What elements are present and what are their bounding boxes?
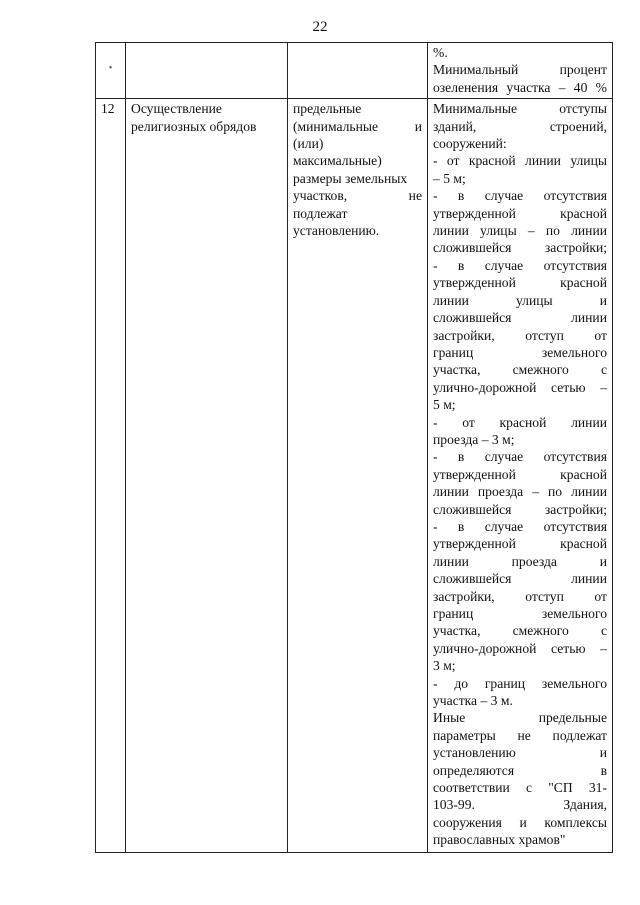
text-line: сложившейся застройки; xyxy=(433,240,607,256)
text-line: - от красной линии улицы xyxy=(433,153,607,169)
text-line: - в случае отсутствия xyxy=(433,257,607,273)
text-line: застройки, отступ от xyxy=(433,327,607,343)
text-line: (минимальные и xyxy=(293,118,422,134)
text-line: улично-дорожной сетью – xyxy=(433,640,607,656)
text-line: - в случае отсутствия xyxy=(433,188,607,204)
text-line: - от красной линии xyxy=(433,414,607,430)
scan-mark: • xyxy=(108,63,113,74)
text-line: соответствии с "СП 31- xyxy=(433,780,607,796)
text-line: линии улицы и xyxy=(433,292,607,308)
text-line: сложившейся линии xyxy=(433,310,607,326)
text-line: (или) xyxy=(293,136,324,152)
text-line: - в случае отсутствия xyxy=(433,449,607,465)
use-name-cell xyxy=(126,99,288,852)
row-number: 12 xyxy=(101,101,115,117)
text-line: участка – 3 м. xyxy=(433,693,513,709)
text-line: участка, смежного с xyxy=(433,623,607,639)
text-line: линии улицы – по линии xyxy=(433,223,607,239)
text-line: предельные xyxy=(293,101,362,117)
text-line: 3 м; xyxy=(433,658,456,674)
text-line: - до границ земельного xyxy=(433,675,607,691)
text-line: 103-99. Здания, xyxy=(433,797,607,813)
text-line: 5 м; xyxy=(433,397,456,413)
text-line: %. xyxy=(433,45,448,60)
plot-size-cell xyxy=(288,43,428,99)
table-row-continuation xyxy=(96,43,613,99)
text-line: линии проезда и xyxy=(433,553,607,569)
text-line: параметры не подлежат xyxy=(433,727,607,743)
plot-size-cell xyxy=(288,99,428,852)
text-line: сложившейся застройки; xyxy=(433,501,607,517)
text-line: максимальные) xyxy=(293,153,382,169)
text-line: зданий, строений, xyxy=(433,118,607,134)
text-line: сооружения и комплексы xyxy=(433,814,607,830)
use-name-cell xyxy=(126,43,288,99)
text-line: Минимальные отступы xyxy=(433,101,607,117)
text-line: утвержденной красной xyxy=(433,205,607,221)
text-line: утвержденной красной xyxy=(433,466,607,482)
page-number: 22 xyxy=(312,19,328,35)
text-line: религиозных обрядов xyxy=(131,118,257,134)
text-line: застройки, отступ от xyxy=(433,588,607,604)
text-line: улично-дорожной сетью – xyxy=(433,379,607,395)
text-line: утвержденной красной xyxy=(433,536,607,552)
parameters-cell xyxy=(428,43,613,99)
text-line: утвержденной красной xyxy=(433,275,607,291)
text-line: размеры земельных xyxy=(293,170,408,186)
text-line: установлению и xyxy=(433,745,607,761)
text-line: участка, смежного с xyxy=(433,362,607,378)
text-line: сложившейся линии xyxy=(433,571,607,587)
parameters-cell xyxy=(428,99,613,852)
row-number-cell xyxy=(96,99,126,852)
text-line: – 5 м; xyxy=(433,170,466,186)
text-line: границ земельного xyxy=(433,606,607,621)
text-line: православных храмов" xyxy=(433,832,566,848)
text-line: сооружений: xyxy=(433,136,507,152)
text-line: участков, не xyxy=(293,188,422,204)
text-line: проезда – 3 м; xyxy=(433,431,515,447)
text-line: установлению. xyxy=(293,223,380,239)
text-line: границ земельного xyxy=(433,344,607,360)
regulations-table xyxy=(95,42,613,853)
text-line: - в случае отсутствия xyxy=(433,518,607,534)
text-line: Иные предельные xyxy=(433,710,607,726)
text-line: Минимальный процент xyxy=(433,62,607,78)
text-line: Осуществление xyxy=(131,101,222,117)
text-line: определяются в xyxy=(433,762,607,778)
row-number-cell xyxy=(96,43,126,99)
text-line: озеленения участка – 40 % xyxy=(433,79,607,95)
text-line: линии проезда – по линии xyxy=(433,484,607,500)
text-line: подлежат xyxy=(293,205,348,221)
table-row-12 xyxy=(96,99,613,852)
